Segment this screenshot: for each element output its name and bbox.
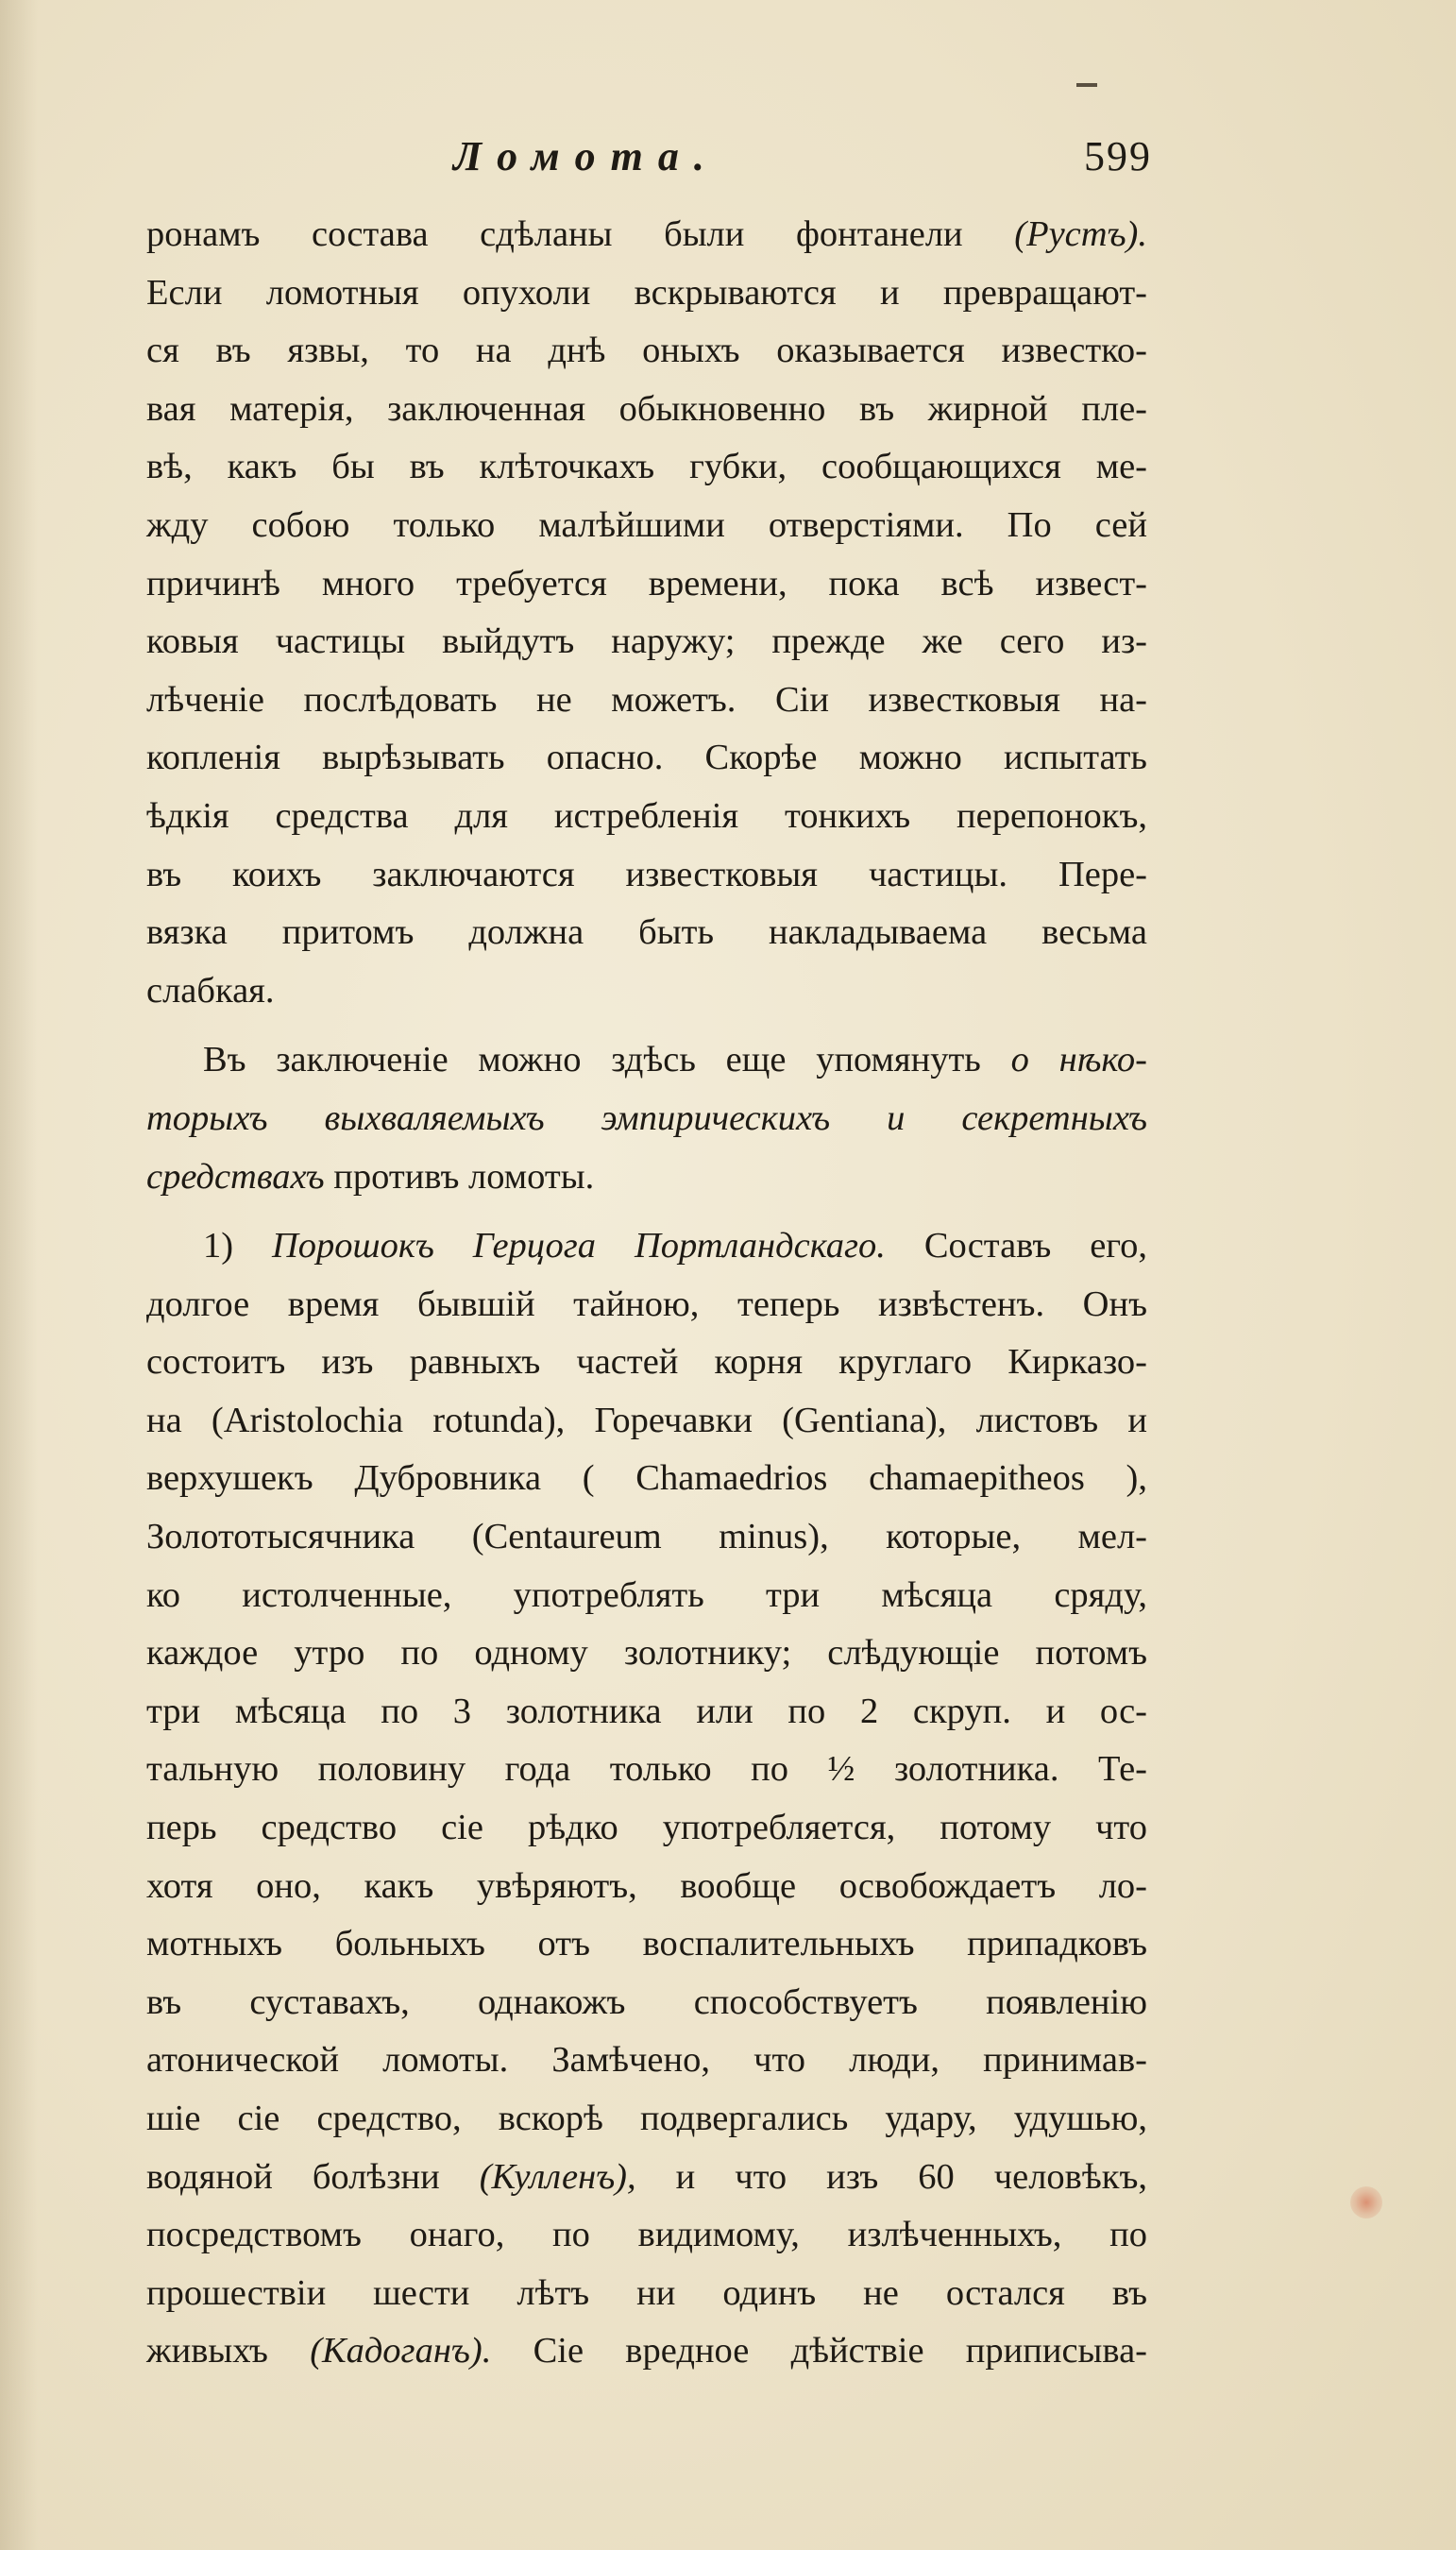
text-line: 1) Порошокъ Герцога Портландскаго. Составъ его, xyxy=(203,1226,1147,1266)
text-line: хотя оно, какъ увѣряютъ, вообще освобождаетъ ло- xyxy=(146,1865,1147,1906)
text-line: вязка притомъ должна быть накладываема весьма xyxy=(146,912,1147,953)
foxing-stain xyxy=(1350,2186,1382,2218)
text-line: водяной болѣзни (Кулленъ), и что изъ 60 человѣкъ, xyxy=(146,2156,1147,2197)
text-line: слабкая. xyxy=(146,970,275,1011)
text-line: въ суставахъ, однакожъ способствуетъ появленію xyxy=(146,1981,1147,2022)
text-line: тальную половину года только по ½ золотника. Те- xyxy=(146,1749,1147,1790)
text-line: мотныхъ больныхъ отъ воспалительныхъ припадковъ xyxy=(146,1924,1147,1964)
text-line: Золототысячника (Centaureum minus), которые, мел- xyxy=(146,1517,1147,1557)
text-line: вѣ, какъ бы въ клѣточкахъ губки, сообщающихся ме- xyxy=(146,447,1147,487)
text-line: жду собою только малѣйшими отверстіями. По сей xyxy=(146,504,1147,545)
printer-mark xyxy=(1076,83,1097,87)
text-line: средствахъ противъ ломоты. xyxy=(146,1156,595,1197)
text-line: ѣдкія средства для истребленія тонкихъ перепонокъ, xyxy=(146,795,1147,836)
text-line: долгое время бывшій тайною, теперь извѣстенъ. Онъ xyxy=(146,1284,1147,1324)
text-line: ко истолченные, употреблять три мѣсяца сряду, xyxy=(146,1574,1147,1615)
page-number: 599 xyxy=(1084,133,1152,179)
text-line: прошествіи шести лѣтъ ни одинъ не остался въ xyxy=(146,2272,1147,2313)
page-edge-shadow xyxy=(0,0,38,2550)
text-line: Въ заключеніе можно здѣсь еще упомянуть о нѣко- xyxy=(203,1040,1147,1080)
text-line: копленія вырѣзывать опасно. Скорѣе можно испытать xyxy=(146,738,1147,778)
text-line: вая матерія, заключенная обыкновенно въ жирной пле- xyxy=(146,388,1147,429)
text-line: перь средство сіе рѣдко употребляется, потому что xyxy=(146,1808,1147,1848)
text-line: торыхъ выхваляемыхъ эмпирическихъ и секретныхъ xyxy=(146,1097,1147,1138)
text-line: Если ломотныя опухоли вскрываются и превращают- xyxy=(146,272,1147,313)
body-text xyxy=(146,206,1147,2381)
paragraph-gap xyxy=(146,1020,1147,1031)
text-line: лѣченіе послѣдовать не можетъ. Сіи известковыя на- xyxy=(146,679,1147,720)
text-line: каждое утро по одному золотнику; слѣдующіе потомъ xyxy=(146,1633,1147,1674)
text-line: ронамъ состава сдѣланы были фонтанели (Рустъ). xyxy=(146,214,1147,254)
text-line: на (Aristolochia rotunda), Горечавки (Gentiana), листовъ и xyxy=(146,1400,1147,1440)
text-line: состоитъ изъ равныхъ частей корня круглаго Кирказо- xyxy=(146,1342,1147,1383)
text-line: шіе сіе средство, вскорѣ подвергались удару, удушью, xyxy=(146,2099,1147,2138)
text-line: причинѣ много требуется времени, пока всѣ извест- xyxy=(146,563,1147,604)
text-line: верхушекъ Дубровника ( Chamaedrios chamaepitheos ), xyxy=(146,1458,1147,1499)
text-line: ся въ язвы, то на днѣ оныхъ оказывается известко- xyxy=(146,331,1147,371)
text-line: атонической ломоты. Замѣчено, что люди, принимав- xyxy=(146,2040,1147,2081)
paragraph-gap xyxy=(146,1206,1147,1217)
text-line: посредствомъ онаго, по видимому, излѣченныхъ, по xyxy=(146,2215,1147,2255)
text-line: ковыя частицы выйдутъ наружу; прежде же сего из- xyxy=(146,621,1147,662)
text-line: три мѣсяца по 3 золотника или по 2 скруп. и ос- xyxy=(146,1691,1147,1731)
text-line: въ коихъ заключаются известковыя частицы. Пере- xyxy=(146,854,1147,894)
running-title: Ломота. xyxy=(453,133,720,179)
page-header xyxy=(415,132,1171,189)
text-line: живыхъ (Кадоганъ). Сіе вредное дѣйствіе приписыва- xyxy=(146,2331,1147,2372)
